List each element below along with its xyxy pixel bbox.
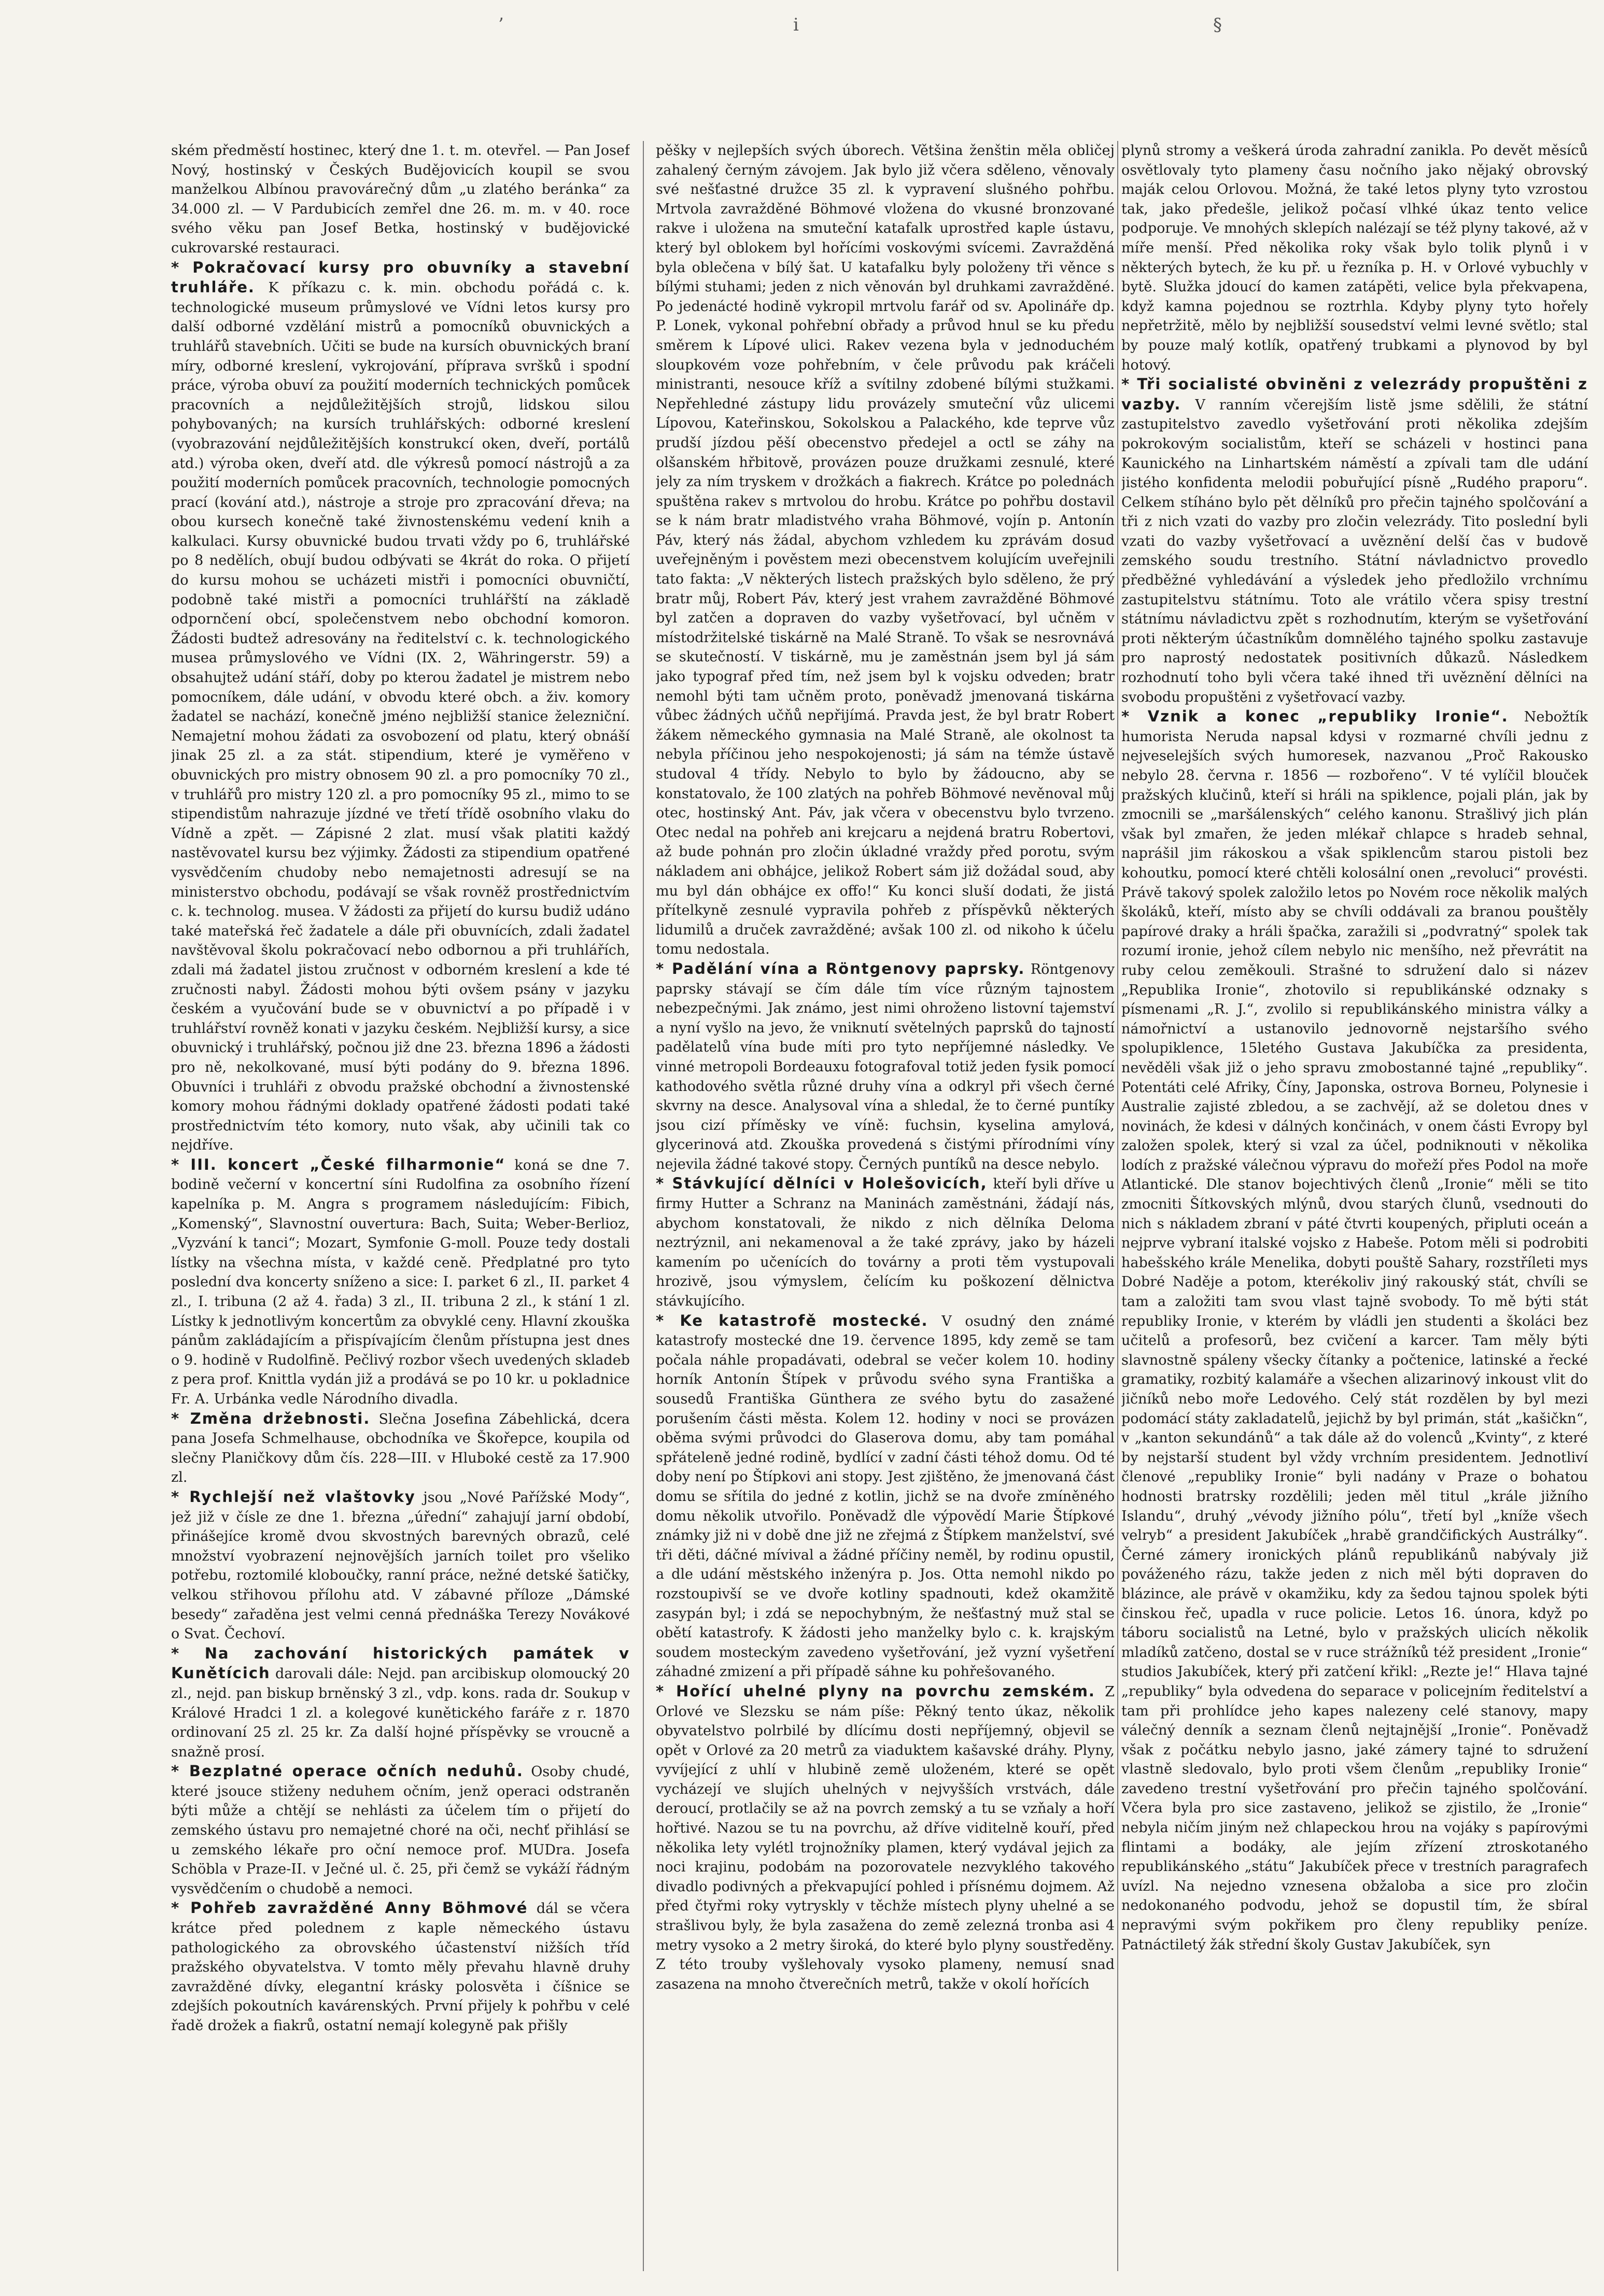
article-text: kteří byli dříve u firmy Hutter a Schranz na Maninách zaměstnáni, žádají nás, abychom konstatovali, že nikdo z nich dělníka Deloma neztrýznil, ani nekamenoval a že také zprávy, jako by házeli kamením po učenících do továrny a proti těm vystupovali hrozivě, jsou výmyslem, čelícím ku poškození dělnictva stávkujícího. (656, 1176, 1115, 1310)
article-paragraph (656, 141, 1115, 959)
article-text: koná se dne 7. bodině večerní v koncertní síni Rudolfina za osobního řízení kapelníka p. M. Angra s programem následujícím: Fibich, „Komenský“, Slavnostní ouvertura: Bach, Suita; Weber-Berlioz, „Vyzvání k tanci“; Mozart, Symfonie G-moll. Pouze tedy dostali lístky na všechna místa, v každé ceně. Předplatné pro tyto poslední dva koncerty sníženo a sice: I. parket 6 zl., II. parket 4 zl., I. tribuna (2 až 4. řada) 3 zl., II. tribuna 2 zl., k stání 1 zl. Lístky k jednotlivým koncertům za obvyklé ceny. Hlavní zkouška pánům zakládajícím a přispívajícím členům přístupna jest dnes o 9. hodině v Rudolfině. Pečlivý rozbor všech uvedených skladeb z pera prof. Knittla vydán již a prodává se po 10 kr. u pokladnice Fr. A. Urbánka vedle Národního divadla. (171, 1157, 630, 1407)
article-text: Z Orlové ve Slezsku se nám píše: Pěkný tento úkaz, několik obyvatelstvo polrbilé by dlícímu dosti nepříjemný, objevil se opět v Orlové za 20 metrů za viaduktem kašavské dráhy. Plyny, vyvíjející z uhlí v hlubině země uloženém, které se opět vycházejí ve slujích uhelných v nejvyšších vrstvách, dále deroucí, protlačily se až na povrch zemský a tu se vzňaly a hoří hořtivé. Nazou se tu na povrchu, až dříve viditelně kouří, před několika lety vylétl trojnožníky plamen, který vydával jejich za noci krajinu, podobám na pozorovatele nezvyklého takového divadlo podivných a překvapující pohled i přísnému dojmem. Až před čtyřmi roky vytryskly v těchže místech plyny uhelné a se strašlivou byly, že byla zasažena do země zelezná tronba asi 4 metry vysoko a 2 metry široká, do které bylo plyny soustředěny. Z této trouby vyšlehovaly vysoko plameny, nemusí snad zasazena na mnoho čtverečních metrů, takže v okolí hořících (656, 1683, 1115, 1992)
article-paragraph (656, 1311, 1115, 1682)
article-heading: * Padělání vína a Röntgenovy paprsky. (656, 959, 1025, 977)
article-heading: * Ke katastrofě mostecké. (656, 1311, 928, 1329)
article-heading: * Na zachování historických památek v Kunětícich (171, 1644, 630, 1682)
article-heading: * Pokračovací kursy pro obuvníky a stavební truhláře. (171, 258, 630, 296)
column-1 (171, 141, 630, 2271)
article-heading: * Změna držebnosti. (171, 1409, 371, 1427)
article-text: Nebožtík humorista Neruda napsal kdysi v rozmarné chvíli jednu z nejveselejších svých humoresek, nazvanou „Proč Rakousko nebylo 28. června r. 1856 — rozbořeno“. V té vylíčil blouček pražských klučinů, kteří si hráli na spiklence, pojali plán, jak by zmocnili se „maršálenských“ celého kanonu. Strašlivý jich plán však byl zmařen, že jeden mlékař chlapce s hradeb sehnal, naprášil jim rákoskou a však spiklencům starou pistoli bez kohoutku, pomocí které chtěli kolosální onen „revoluci“ provésti. Právě takový spolek založilo letos po Novém roce několik malých školáků, kteří, místo aby se chvíli oddávali za branou pouštěly papírové draky a hráli špačka, zaražili si „podvratný“ spolek tak rozumí ironie, jehož cílem nebylo nic menšího, než převrátit na ruby celou zeměkouli. Strašné to sdružení dalo si název „Republika Ironie“, zhotovilo si republikánské odznaky s písmenami „R. J.“, zvolilo si republikánského ministra války a námořnictví a ustanovilo jednovorně nejstaršího svého spolupiklence, 15letého Gustava Jakubíčka za presidenta, nevěděli však již o jeho spravu zmobostanné tajné „republiky“. Potentáti celé Afriky, Číny, Japonska, ostrova Borneu, Polynesie i Australie zajisté zbledou, a se zachvějí, až se doletou dnes v novinách, že kdesi v dálných končinách, v onem části Evropy byl založen spolek, který si vzal za účel, podniknouti v několika lodích z pražské válečnou výpravu do mořeží přes Podol na moře Atlantické. Dle stanov bojechtivých členů „Ironie“ měli se tito zmocniti Šítkovských mlýnů, dvou starých člunů, vsednouti do nich s nákladem zbraní v páté čtvrti koupených, připluti oceán a nejprve vybraní italské vojsko z Habeše. Potom měli si podrobiti habešského krále Menelika, dobyti pouště Sahary, rozstříleti mys Dobré Naděje a potom, kterékoliv jiný rakouský stát, chvíli se tam a založiti tam svou vlast tajně svobody. To mě býti stát republiky Ironie, v kterém by vládli jen studenti a školáci bez učitelů a profesorů, bez cvičení a karcer. Tam měly býti slavnostně spáleny všecky čítanky a počtenice, latinské a řecké gramatiky, rozbitý kalamáře a všechen alizarinový inkoust vlit do jičníků nebo moře Ledového. Celý stát rozdělen by byl mezi podomácí státy zakladatelů, jejichž by byl primán, stát „kašičkn“, v „kanton sekundánů“ a tak dále až do volenců „Kvinty“, z které by nejstarší student byl vždy vrchním presidentem. Jednotliví členové „republiky Ironie“ byli nadány v Praze o bohatou hodnosti bratrsky rozdělili; jeden měl titul „krále jižního Islandu“, druhý „vévody jižního pólu“, třetí byl „kníže všech velryb“ a president Jakubíček „hrabě grandčifických Austrálky“. Černé zámery ironických plánů republikánů nabývaly již pováženého rázu, takže jeden z nich měl býti dopraven do blázince, ale právě v okamžiku, kdy za šedou tajnou spolek býti činskou řeč, upadla v ruce policie. Letos 16. února, když po táboru socialistů na Letné, bylo v pražských ulicích několik mladíků zatčeno, dostal se v ruce strážníků též president „Ironie“ studios Jakubíček, který při zatčení křikl: „Rezte je!“ Hlava tajné „republiky“ byla odvedena do separace v policejním ředitelství a tam při prohlídce jeho kapes nalezeny celé stanovy, mapy válečný denník a seznam členů nejtajnější „Ironie“. Poněvadž však z počátku nebylo jasno, jaké zámery tajné to sdružení vlastně sledovalo, bylo proti všem členům „republiky Ironie“ zavedeno trestní vyšetřování pro přečin tajného spolčování. Včera byla pro sice zastaveno, jelikož se zjistilo, že „Ironie“ nebyla ničím jiným než chlapeckou hrou na vojáky s papírovými flintami a bodáky, ale jejím zřízení ztroskotaného republikánského „státu“ Jakubíček přece v trestních paragrafech uvízl. Na nejedno vznesena obžaloba a sice pro zločin nedokonaného podvodu, jehož se dopustil tím, že sbíral nepravými svým pokřikem pro členy republiky peníze. Patnáctiletý žák střední školy Gustav Jakubíček, syn (1121, 709, 1588, 1953)
article-paragraph (656, 1174, 1115, 1311)
article-text: K příkazu c. k. min. obchodu pořádá c. k. technologické museum průmyslové ve Vídni letos kursy pro další odborné vzdělání mistrů a pomocníků obuvnických a truhlářů stavebních. Učiti se bude na kursích obuvnických braní míry, odborné kreslení, vykrojování, příprava svršků i spodní práce, výroba obuví za použití moderních technických pomůcek pracovních a nejdůležitějších strojů, lidskou silou pohybovaných; na kursích truhlářských: odborné kreslení (vyobrazování nejdůležitějších konstrukcí oken, dveří, portálů atd.) výroba oken, dveří atd. dle výkresů pomocí nástrojů a za použití moderních pomůcek pracovních, technologie pomocných prací (kování atd.), nástroje a stroje pro zpracování dřeva; na obou kursech konečně také živnostenskému vedení knih a kalkulaci. Kursy obuvnické budou trvati vždy po 6, truhlářské po 8 nedělích, obují budou odbývati se 4krát do roka. O přijetí do kursu mohou se ucházeti mistři i pomocníci obuvničtí, podobně také mistři a pomocníci truhlářští na základě odpornčení obcí, společenstvem nebo obchodní komoron. Žádosti budtež adresovány na ředitelství c. k. technologického musea průmyslového ve Vídni (IX. 2, Währingerstr. 59) a obsahujtež udání stáří, doby po kterou žadatel je mistrem nebo pomocníkem, dále udání, v obvodu které obch. a živ. komory žadatel se nachází, konečně jméno nejbližší stanice železniční. Nemajetní mohou žádati za osvobození od platu, který obnáší jinak 25 zl. a za stát. stipendium, které je vyměřeno v obuvnických pro mistry obnosem 90 zl. a pro pomocníky 70 zl., v truhlářů pro mistry 120 zl. a pro pomocníky 95 zl., mimo to se stipendistům nahrazuje jízdné ve třetí třídě osobního vlaku do Vídně a zpět. — Zápisné 2 zlat. musí však platiti každý nastěvovatel kursu bez výjimky. Žádosti za stipendium opatřené vysvědčením chudoby nebo nemajetnosti adresují se na ministerstvo obchodu, podávají se však rovněž prostřednictvím c. k. technolog. musea. V žádosti za přijetí do kursu budiž udáno také mateřská řeč žadatele a dále při obuvnících, zdali žadatel navštěvoval školu pokračovací nebo odbornou a při truhlářích, zdali má žadatel jistou zručnost v odborném kreslení a kde té zručnosti nabyl. Žádosti mohou býti ovšem psány v jazyku českém a vyučování bude se v obuvnictví a po případě i v truhlářství rovněž konati v jazyku českém. Nejbližší kursy, a sice obuvnický i truhlářský, počnou již dne 23. března 1896 a žádosti pro ně, nekolkované, musí býti podány do 9. března 1896. Obuvníci i truhláři z obvodu pražské obchodní a živnostenské komory mohou řádnými doklady opatřené žádosti podati také prostřednictvím této komory, nuto však, aby učinili tak co nejdříve. (171, 280, 630, 1154)
article-heading: * Stávkující dělníci v Holešovicích, (656, 1174, 988, 1193)
margin-mark: ⅰ (793, 15, 799, 35)
article-paragraph (171, 1155, 630, 1409)
article-paragraph (171, 1644, 630, 1762)
article-text: darovali dále: Nejd. pan arcibiskup olomoucký 20 zl., nejd. pan biskup brněnský 3 zl., vdp. kons. rada dr. Soukup v Králové Hradci 1 zl. a kolegové kunětického faráře z r. 1870 ordinovaní 25 zl. 25 kr. Za další hojné příspěvky se vroucně a snažně prosí. (171, 1666, 630, 1760)
article-heading: * Hořící uhelné plyny na povrchu zemském. (656, 1682, 1095, 1700)
article-paragraph (171, 1762, 630, 1898)
article-paragraph (171, 141, 630, 258)
article-text: jsou „Nové Pařížské Mody“, jež již v čísle ze dne 1. března „úřední“ zahajují jarní období, přinášejíce kromě dvou skvostných barevných obrazů, celé množství vyobrazení nejnovějších jarních toilet pro všeliko potřebu, roztomilé kloboučky, ranní práce, nežné detské šatičky, velkou střihovou přílohu atd. V zábavné příloze „Dámské besedy“ zařaděna jest velmi cenná přednáška Terezy Novákové o Svat. Čechoví. (171, 1489, 630, 1642)
article-paragraph (171, 1409, 630, 1487)
article-text: ském předměstí hostinec, který dne 1. t. m. otevřel. — Pan Josef Nový, hostinský v Českých Budějovicích koupil se svou manželkou Albínou pravovárečný dům „u zlatého beránka“ za 34.000 zl. — V Pardubicích zemřel dne 26. m. m. v 40. roce svého věku pan Josef Betka, hostinský v budějovické cukrovarské restauraci. (171, 143, 630, 256)
article-heading: * Pohřeb zavražděné Anny Böhmové (171, 1899, 528, 1917)
article-paragraph (171, 1487, 630, 1644)
article-paragraph (1121, 141, 1588, 375)
article-paragraph (656, 959, 1115, 1174)
article-heading: * Bezplatné operace očních neduhů. (171, 1762, 524, 1780)
article-text: Osoby chudé, které jsouce stiženy neduhem očním, jenž operaci odstraněn býti může a chtějí se nehlásti za účelem tím o přijetí do zemského ústavu pro nemajetné choré na oči, nechť přihlásí se u zemského lékaře pro oční nemoce prof. MUDra. Josefa Schöbla v Praze-II. v Ječné ul. č. 25, při čemž se vykáží řádným vysvědčením o chudobě a nemoci. (171, 1764, 630, 1897)
article-paragraph (171, 1898, 630, 2035)
margin-mark: § (1213, 15, 1222, 35)
article-text: V ranním včerejším listě jsme sdělili, že státní zastupitelstvo zavedlo vyšetřování proti několika zdejším pokrokovým socialistům, kteří se scházeli v hostinci pana Kaunického na Linhartském náměstí a zpívali tam dle udání jistého konfidenta melodii pobuřující písně „Rudého praporu“. Celkem stíháno bylo pět dělníků pro přečin tajného spolčování a tři z nich vzati do vazby pro zločin velezrády. Tito poslední byli vzati do vazby vyšetřovací a uvěznění delší čas v budově zemského soudu trestního. Státní návladnictvo provedlo předběžné vyhledávání a výsledek jeho předložilo vrchnímu zastupitelstvu státnímu. Toto ale vrátilo včera spisy trestní státnímu návladictvu zpět s rozhodnutím, kterým se vyšetřování proti některým účastníkům domnělého tajného spolku zastavuje pro naprostý nedostatek positivních důkazů. Následkem rozhodnutí toho byli včera také ihned tři uvěznění dělníci na svobodu propuštěni z vyšetřovací vazby. (1121, 396, 1588, 705)
column-divider (643, 141, 644, 2271)
column-divider (1117, 141, 1118, 2271)
column-2 (656, 141, 1115, 2271)
article-text: V osudný den známé katastrofy mostecké dne 19. července 1895, kdy země se tam počala náhle propadávati, odebral se večer kolem 10. hodiny horník Antonín Štípek v průvodu svého syna Františka a sousedů Františka Günthera ze svého bytu do zasažené porušením části města. Kolem 12. hodiny v noci se provázen oběma svými průvodci do Glaserova domu, aby tam pomáhal spřáteleně jedné rodině, bydlící v zadní části téhož domu. Od té doby není po Štípkovi ani stopy. Jest zjištěno, že jmenovaná část domu se sřítila do jedné z kotlin, jichž se na dvoře zmíněného domu několik utvořilo. Poněvadž dle výpovědí Marie Štípkové známky již ni v době dne již ne zřejmá z Štípkem manželství, své tři děti, dáčné mívival a žádné příčiny neměl, by rodinu opustil, a dle udání městského inženýra p. Jos. Otta nemohl nikdo po rozstoupivší se ve dvoře kotliny spadnouti, kdež okamžitě zasypán byl; i zdá se nepochybným, že nešťastný muž stal se obětí katastrofy. K žádosti jeho manželky bylo c. k. krajským soudem mosteckým zavedeno vyšetřování, jež vyzní vyšetření záhadné zmizení a při případě sáhne ku pohřešovaného. (656, 1313, 1115, 1680)
article-paragraph (171, 258, 630, 1155)
article-heading: * Vznik a konec „republiky Ironie“. (1121, 707, 1509, 726)
article-heading: * III. koncert „České filharmonie“ (171, 1155, 506, 1173)
column-3 (1121, 141, 1588, 2271)
article-text: dál se včera krátce před polednem z kaple německého ústavu pathologického za obrovského účastenství nižších tříd pražského obyvatelstva. V tomto měly převahu hlavně druhy zavražděné dívky, elegantní krásky polosvěta i číšnice se zdejších pokoutních kavárenských. První přijely k pohřbu v celé řadě drožek a fiakrů, ostatní nemají kolegyně pak přišly (171, 1901, 630, 2034)
article-heading: * Tři socialisté obviněni z velezrády propuštěni z vazby. (1121, 375, 1588, 413)
article-text: Röntgenovy paprsky stávají se čím dále tím více různým tajnostem nebezpečnými. Jak známo, jest nimi ohroženo listovní tajemství a nyní vyšlo na jevo, že vniknutí světelných paprsků do tajností padělatelů vína bude míti pro tyto nepříjemné následky. Ve vinné metropoli Bordeauxu fotografoval totiž jeden fysik pomocí kathodového světla různé druhy vína a odkryl při všech černé skvrny na desce. Analysoval vína a shledal, že to černé puntíky jsou cizí příměsky ve víně: fuchsin, kyselina amylová, glycerinová atd. Zkouška provedená s čistými přírodními víny nejevila žádné takové stopy. Černých puntíků na desce nebylo. (656, 961, 1115, 1172)
article-text: Slečna Josefina Zábehlická, dcera pana Josefa Schmelhause, obchodníka ve Škořepce, koupila od slečny Planičkovy dům čís. 228—III. v Hluboké cestě za 17.900 zl. (171, 1411, 630, 1486)
article-paragraph (656, 1682, 1115, 1994)
article-paragraph (1121, 375, 1588, 707)
article-text: plynů stromy a veškerá úroda zahradní zanikla. Po devět měsíců osvětlovaly tyto plameny času nočního jako nějaký obrovský maják celou Orlovou. Možná, že také letos plyny tyto vzrostou tak, jako předešle, jelikož počasí vlhké úkaz tento velice podporuje. Ve mnohých sklepích nalézají se též plyny takové, až v míře menší. Před několika roky však bylo tolik plynů i v některých bytech, že ku př. u řezníka p. H. v Orlové vybuchly v bytě. Služka jdoucí do kamen zatápěti, velice byla překvapena, když kamna pojednou se roztrhla. Kdyby plyny tyto hořely nepřetržitě, mělo by nejbližší sousedství velmi levné světlo; stal by pouze malý kotlík, opatřený trubkami a plynovod by byl hotový. (1121, 143, 1588, 373)
article-paragraph (1121, 707, 1588, 1954)
article-text: pěšky v nejlepších svých úborech. Většina ženštin měla obličej zahalený černým závojem. Jak bylo již včera sděleno, věnovaly své nešťastné družce 35 zl. k vypravení slušného pohřbu. Mrtvola zavražděné Böhmové vložena do vkusné bronzované rakve i uložena na smuteční katafalk uprostřed kaple ústavu, který byl oblokem byl hořícími voskovými svícemi. Zavražděná byla oblečena v bílý šat. U katafalku byly položeny tři věnce s bílými stuhami; jeden z nich věnován byl druhkami zavražděné. Po jedenácté hodině vykropil mrtvolu farář od sv. Apolináře dp. P. Lonek, vykonal pohřební obřady a průvod hnul se ku předu směrem k Lípové ulici. Rakev vezena byla v jednoduchém sloupkovém voze pohřebním, v čele průvodu pak kráčeli ministranti, nesouce kříž a svítilny zdobené bílými stužkami. Nepřehledné zástupy lidu provázely smuteční vůz ulicemi Lípovou, Kateřinskou, Sokolskou a Palackého, kde teprve vůz prudší jízdou pěší obecenstvo předejel a octl se záhy na olšanském hřbitově, provázen pouze družkami zesnulé, které jely za ním tryskem v drožkách a fiakrech. Krátce po polednách spuštěna rakev s mrtvolou do hrobu. Krátce po pohřbu dostavil se k nám bratr mladistvého vraha Böhmové, vojín p. Antonín Páv, který nás žádal, abychom vzhledem ku zprávám dosud uveřejněným i pověstem mezi obecenstvem kolujícím uveřejnili tato fakta: „V některých listech pražských bylo sděleno, že prý bratr můj, Robert Páv, který jest vrahem zavražděné Böhmové byl zatčen a dopraven do vazby vyšetřovací, byl učněm v místodržitelské tiskárně na Malé Straně. To však se nesrovnává se skutečností. V tiskárně, mu je zaměstnán jsem byl já sám jako typograf před tím, než jsem byl k vojsku odveden; bratr nemohl býti tam učněm proto, poněvadž jmenovaná tiskárna vůbec žádných učňů nepřijímá. Pravda jest, že byl bratr Robert žákem německého gymnasia na Malé Straně, ale okolnost ta nebyla příčinou jeho nespokojenosti; já sám na témže ústavě studoval 4 třídy. Nebylo to bylo by žádoucno, aby se konstatovalo, že 100 zlatých na pohřeb Böhmové nevěnoval můj otec, hostinský Ant. Páv, jak včera v obecenstvu bylo tvrzeno. Otec nedal na pohřeb ani krejcaru a nejdená bratru Robertovi, až bude pohnán pro zločin úkladné vraždy před porotu, svým nákladem ani obhájce, jelikož Robert sám již dožádal soud, aby mu byl dán obhájce ex offo!“ Ku konci sluší dodati, že jistá přítelkyně zesnulé vypravila pohřeb z příspěvků některých lidumilů a druček zavražděné; avšak 100 zl. od nikoho k účelu tomu nedostala. (656, 143, 1115, 958)
article-heading: * Rychlejší než vlaštovky (171, 1487, 416, 1506)
margin-mark: ʼ (498, 15, 503, 35)
